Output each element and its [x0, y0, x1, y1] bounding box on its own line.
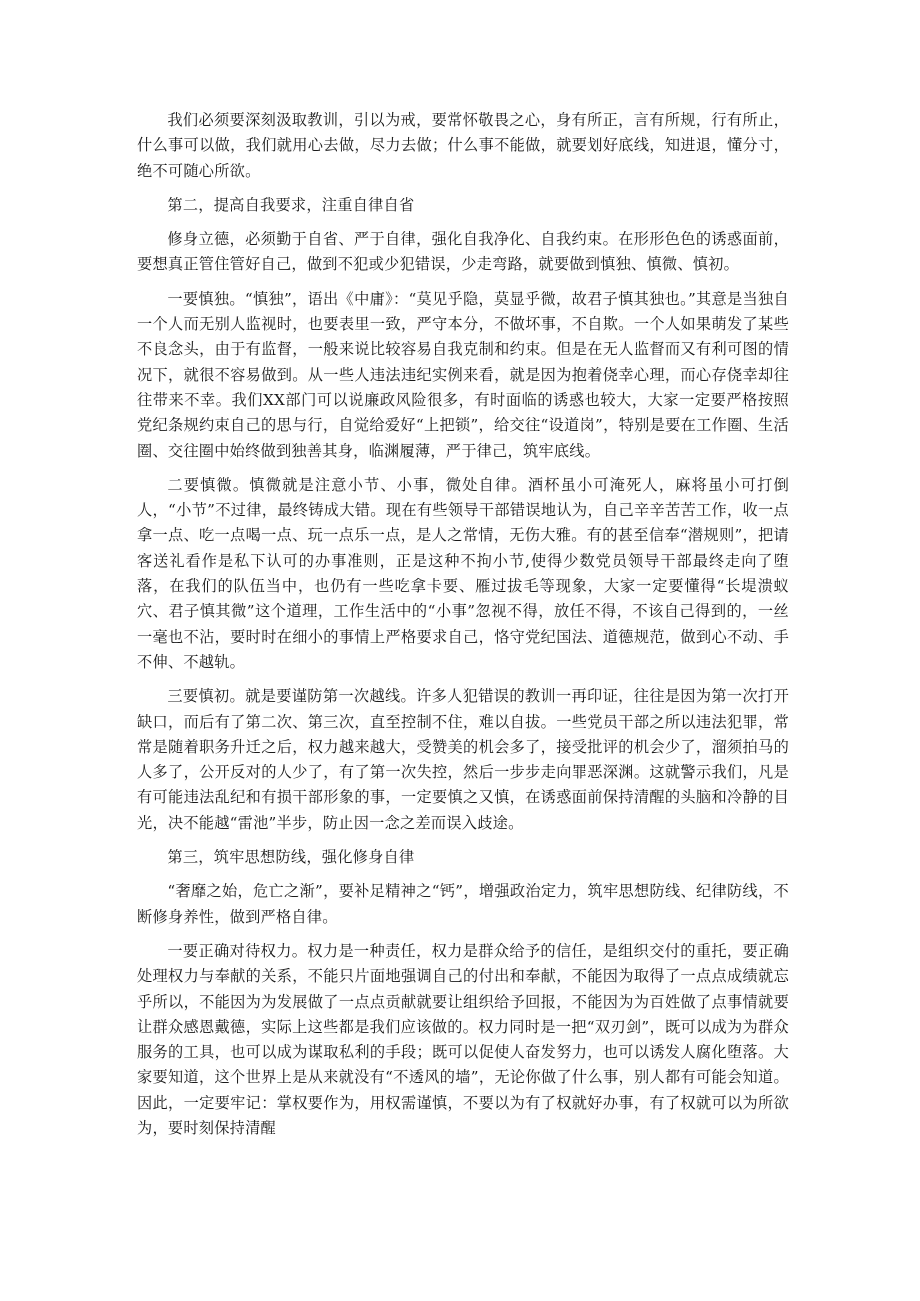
section-heading-second: 第二，提高自我要求，注重自律自省 [167, 195, 415, 214]
paragraph-ideological-defense: “奢靡之始，危亡之渐”，要补足精神之“钙”，增强政治定力，筑牢思想防线、纪律防线，不断修身养性，做到严格自律。 [137, 882, 789, 926]
paragraph-intro: 我们必须要深刻汲取教训，引以为戒，要常怀敬畏之心，身有所正，言有所规，行有所止，什么事可以做，我们就用心去做，尽力去做；什么事不能做，就要划好底线，知进退，懂分寸，绝不可随心所欲。 [137, 111, 789, 180]
paragraph-shen-chu: 三要慎初。就是要谨防第一次越线。许多人犯错误的教训一再印证，往往是因为第一次打开缺口，而后有了第二次、第三次，直至控制不住，难以自拔。一些党员干部之所以违法犯罪，常常是随着职务升迁之后，权力越来越大，受赞美的机会多了，接受批评的机会少了，溜须拍马的人多了，公开反对的人少了，有了第一次失控，然后一步步走向罪恶深渊。这就警示我们，凡是有可能违法乱纪和有损干部形象的事，一定要慎之又慎，在诱惑面前保持清醒的头脑和冷静的目光，决不能越“雷池”半步，防止因一念之差而误入歧途。 [137, 687, 789, 832]
paragraph-power: 一要正确对待权力。权力是一种责任，权力是群众给予的信任，是组织交付的重托，要正确处理权力与奉献的关系，不能只片面地强调自己的付出和奉献，不能因为取得了一点点成绩就忘乎所以，不能因为为发展做了一点点贡献就要让组织给予回报，不能因为为百姓做了点事情就要让群众感恩戴德，实际上这些都是我们应该做的。权力同时是一把“双刃剑”，既可以成为为群众服务的工具，也可以成为谋取私利的手段；既可以促使人奋发努力，也可以诱发人腐化堕落。大家要知道，这个世界上是从来就没有“不透风的墙”，无论你做了什么事，别人都有可能会知道。因此，一定要牢记：掌权要作为，用权需谨慎，不要以为有了权就好办事，有了权就可以为所欲为，要时刻保持清醒 [137, 941, 789, 1137]
paragraph-shen-du: 一要慎独。“慎独”，语出《中庸》：“莫见乎隐，莫显乎微，故君子慎其独也。”其意是当独自一个人而无别人监视时，也要表里一致，严守本分，不做坏事，不自欺。一个人如果萌发了某些不良念头，由于有监督，一般来说比较容易自我克制和约束。但是在无人监督而又有利可图的情况下，就很不容易做到。从一些人违法违纪实例来看，就是因为抱着侥幸心理，而心存侥幸却往往带来不幸。我们XX部门可以说廉政风险很多，有时面临的诱惑也较大，大家一定要严格按照党纪条规约束自己的思与行，自觉给爱好“上把锁”，给交往“设道岗”，特别是要在工作圈、生活圈、交往圈中始终做到独善其身，临渊履薄，严于律己，筑牢底线。 [137, 289, 789, 460]
section-heading-third: 第三，筑牢思想防线，强化修身自律 [167, 848, 415, 867]
document-page [137, 108, 789, 1150]
paragraph-self-discipline: 修身立德，必须勤于自省、严于自律，强化自我净化、自我约束。在形形色色的诱惑面前，要想真正管住管好自己，做到不犯或少犯错误，少走弯路，就要做到慎独、慎微、慎初。 [137, 230, 789, 274]
paragraph-shen-wei: 二要慎微。慎微就是注意小节、小事，微处自律。酒杯虽小可淹死人，麻将虽小可打倒人，“小节”不过律，最终铸成大错。现在有些领导干部错误地认为，自己辛辛苦苦工作，收一点拿一点、吃一点喝一点、玩一点乐一点，是人之常情，无伤大雅。有的甚至信奉“潜规则”，把请客送礼看作是私下认可的办事准则，正是这种不拘小节,使得少数党员领导干部最终走向了堕落，在我们的队伍当中，也仍有一些吃拿卡要、雁过拔毛等现象，大家一定要懂得“长堤溃蚁穴、君子慎其微”这个道理，工作生活中的“小事”忽视不得，放任不得，不该自己得到的，一丝一毫也不沾，要时时在细小的事情上严格要求自己，恪守党纪国法、道德规范，做到心不动、手不伸、不越轨。 [137, 475, 789, 671]
